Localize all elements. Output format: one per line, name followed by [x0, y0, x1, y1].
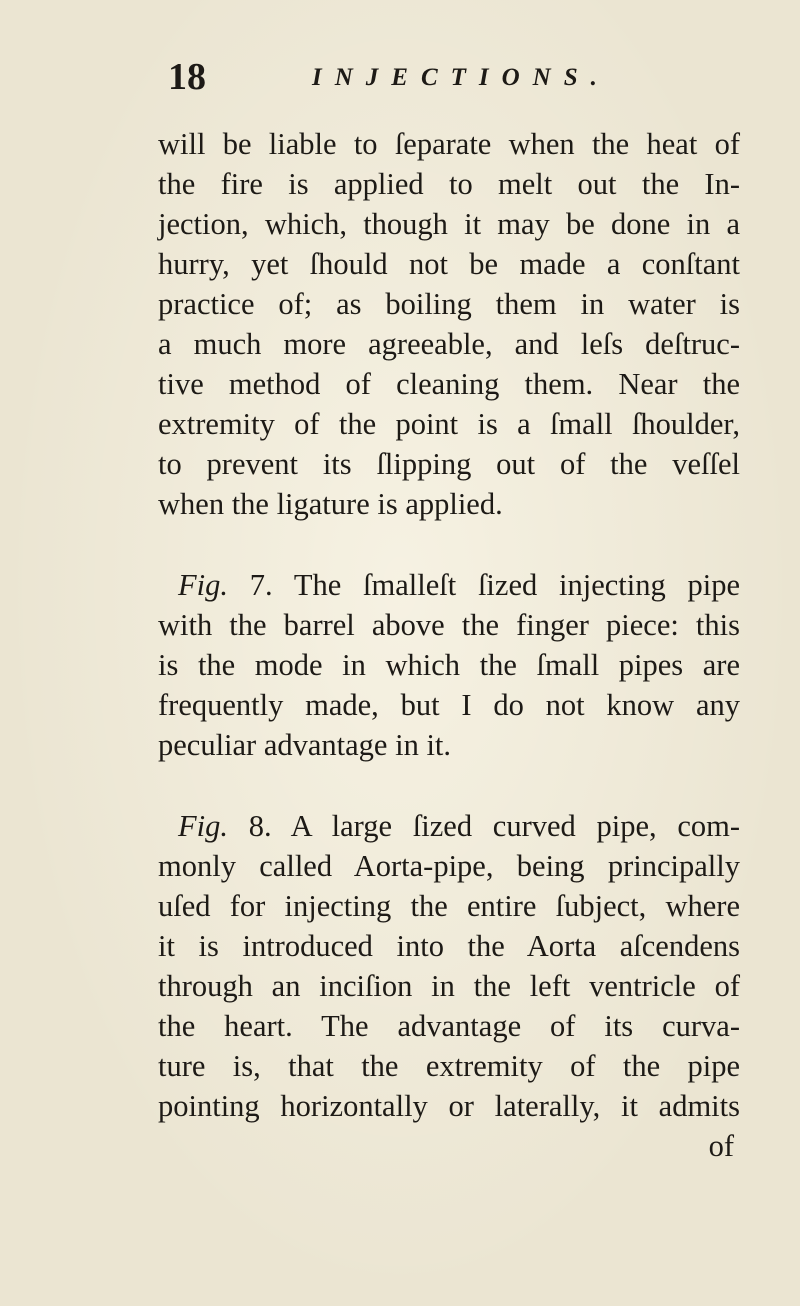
text-line: is the mode in which the ſmall pipes are	[158, 648, 740, 682]
figure-reference: Fig.	[178, 568, 228, 602]
text-line-rest: 8. A large ſized curved pipe, com-	[227, 809, 740, 843]
text-line: pointing horizontally or laterally, it admits	[158, 1089, 740, 1123]
text-line: the heart. The advantage of its curva-	[158, 1009, 740, 1043]
text-line: it is introduced into the Aorta aſcendens	[158, 929, 740, 963]
text-line: jection, which, though it may be done in a	[158, 207, 740, 241]
text-line: practice of; as boiling them in water is	[158, 287, 740, 321]
text-line: tive method of cleaning them. Near the	[158, 367, 740, 401]
text-line: when the ligature is applied.	[158, 487, 503, 521]
running-head: INJECTIONS.	[312, 64, 610, 91]
page-header	[0, 55, 800, 105]
text-line	[158, 565, 740, 605]
text-line: will be liable to ſeparate when the heat of	[158, 127, 740, 161]
text-line: ture is, that the extremity of the pipe	[158, 1049, 740, 1083]
paragraph-fig-7	[158, 565, 740, 765]
paragraph-gap	[158, 524, 740, 565]
text-line: extremity of the point is a ſmall ſhoulder,	[158, 407, 740, 441]
text-line: with the barrel above the finger piece: this	[158, 608, 740, 642]
body-text	[158, 124, 740, 1166]
text-line: the fire is applied to melt out the In-	[158, 167, 740, 201]
text-line: peculiar advantage in it.	[158, 728, 452, 762]
text-line	[158, 806, 740, 846]
text-line: frequently made, but I do not know any	[158, 688, 740, 722]
text-line: monly called Aorta-pipe, being principally	[158, 849, 740, 883]
text-line: uſed for injecting the entire ſubject, where	[158, 889, 740, 923]
text-line-rest: 7. The ſmalleſt ſized injecting pipe	[227, 568, 740, 602]
page-number: 18	[168, 56, 206, 98]
paragraph-gap	[158, 765, 740, 806]
text-line: to prevent its ſlipping out of the veſſel	[158, 447, 740, 481]
catchword: of	[708, 1129, 734, 1163]
text-line: through an inciſion in the left ventricle of	[158, 969, 740, 1003]
paragraph-fig-8	[158, 806, 740, 1166]
paragraph-1	[158, 124, 740, 524]
figure-reference: Fig.	[178, 809, 228, 843]
text-line: hurry, yet ſhould not be made a conſtant	[158, 247, 740, 281]
text-line: a much more agreeable, and leſs deſtruc-	[158, 327, 740, 361]
